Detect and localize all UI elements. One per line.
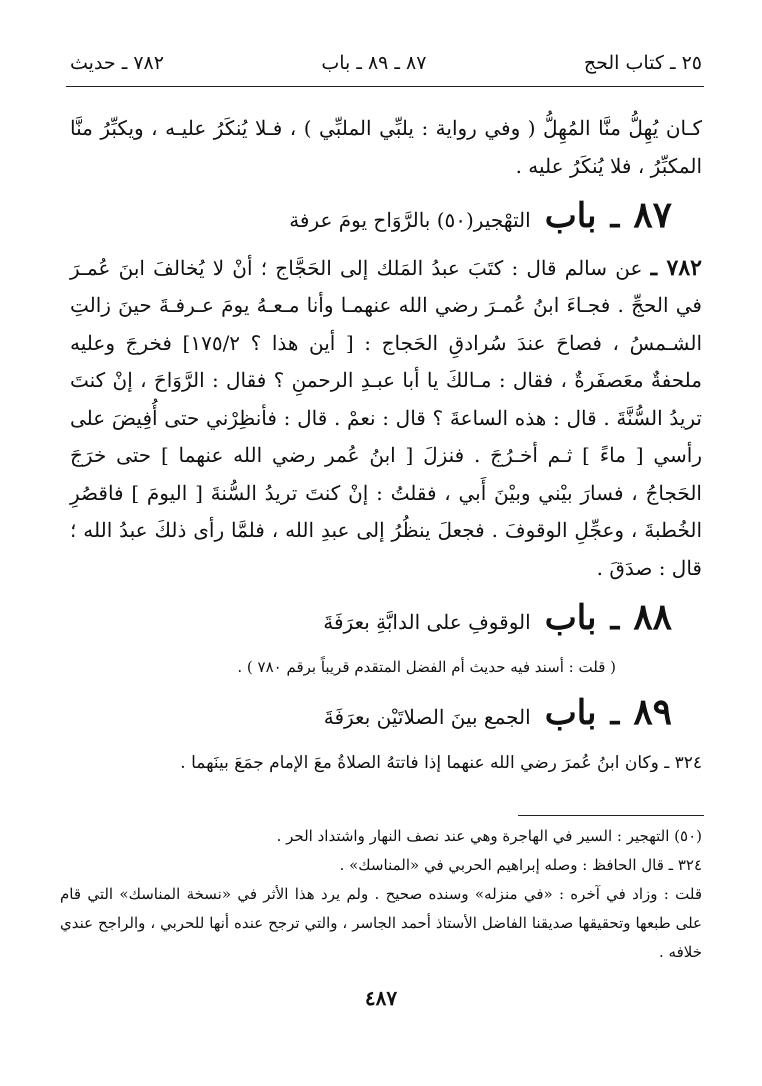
- chapter-word: باب: [544, 692, 597, 733]
- chapter-word: باب: [544, 196, 597, 236]
- chapter-number: ٨٨: [633, 596, 672, 638]
- footnote-50: (٥٠) التهجير : السير في الهاجرة وهي عند نصف النهار واشتداد الحر .: [276, 827, 702, 845]
- chapter-number: ٨٧: [633, 194, 672, 236]
- chapter-dash: ـ: [610, 696, 620, 732]
- chapter-dash: ـ: [610, 200, 620, 235]
- footnote-324-comment: قلت : وزاد في آخره : «في منزله» وسنده صحيح . ولم يرد هذا الأثر في «نسخة المناسك» التي قام على طبعها وتحقيقها صديقنا الفاضل الأستاذ أحمد الجاسر ، والتي ترجح عنده أنها للحربي ، والراجح عندي خلافه .: [60, 885, 702, 961]
- header-hadith-range: ٧٨٢ ـ حديث: [70, 52, 164, 74]
- hadith-text: عن سالم قال : كتَبَ عبدُ المَلك إلى الحَجَّاج ؛ أنْ لا يُخالفَ ابنَ عُمـرَ في الحجِّ . فجـاءَ ابنُ عُمـرَ رضي الله عنهمـا وأنا مـعـهُ يومَ عـرفـةَ حينَ زالتِ الشـمسُ ، فصاحَ عندَ سُرادقِ الحَجاج : [ أين هذا ؟ ١٧٥/٢] فخرجَ وعليه ملحفةٌ معَصفَرةٌ ، فقال : مـالكَ يا أبا عبـدِ الرحمنِ ؟ فقال : الرَّوَاحَ ، إنْ كنتَ تريدُ السُّنَّةَ . قال : هذه الساعةَ ؟ قال : نعمْ . قال : فأنظِرْني حتى أُفِيضَ على رأسي [ ماءً ] ثـم أخـرُجَ . فنزلَ [ ابنُ عُمر رضي الله عنهما ] حتى خرَجَ الحَجاجُ ، فسارَ بيْني وبيْنَ أَبي ، فقلتُ : إنْ كنتَ تريدُ السُّنةَ [ اليومَ ] فاقصُرِ الخُطبةَ ، وعجِّلِ الوقوفَ . فجعلَ ينظُرُ إلى عبدِ الله ، فلمَّا رأى ذلكَ عبدُ الله ؛ قال : صدَقَ .: [70, 255, 702, 580]
- header-book-title: ٢٥ ـ كتاب الحج: [583, 52, 702, 74]
- chapter-title: الجمع بينَ الصلاتَيْن بعرَفَةَ: [323, 704, 531, 729]
- hadith-number: ٧٨٢ ـ: [650, 254, 702, 281]
- athar-324: ٣٢٤ ـ وكان ابنُ عُمرَ رضي الله عنهما إذا فاتتهُ الصلاةُ معَ الإمام جمَعَ بينَهما .: [180, 753, 702, 773]
- main-text: [70, 110, 702, 780]
- chapter-title: التهْجير(٥٠) بالرَّوَاح يومَ عرفة: [289, 208, 531, 232]
- page-number: ٤٨٧: [364, 986, 398, 1010]
- chapter-89-heading: [70, 690, 702, 737]
- hadith-782: [70, 250, 702, 588]
- chapter-title: الوقوفِ على الدابَّةِ بعرَفَةَ: [323, 610, 531, 634]
- chapter-number: ٨٩: [633, 690, 672, 733]
- chapter-dash: ـ: [610, 602, 620, 637]
- header-rule: [66, 86, 704, 87]
- footnotes: [60, 822, 702, 967]
- footnote-rule: [518, 815, 704, 816]
- header-chapters: ٨٧ ـ ٨٩ ـ باب: [321, 52, 427, 74]
- editor-note-88: ( قلت : أسند فيه حديث أم الفضل المتقدم قريباً برقم ٧٨٠ ) .: [237, 657, 616, 676]
- footnote-324: ٣٢٤ ـ قال الحافظ : وصله إبراهيم الحربي في «المناسك» .: [339, 856, 702, 874]
- intro-paragraph: كـان يُهِلُّ منَّا المُهِلُّ ( وفي رواية : يلبِّي الملبِّي ) ، فـلا يُنكَرُ عليـه ، ويكبِّرُ منَّا المكبِّرُ ، فلا يُنكَرُ عليه .: [70, 116, 702, 178]
- running-header: [70, 52, 702, 74]
- chapter-word: باب: [544, 598, 597, 638]
- chapter-88-heading: [70, 596, 702, 642]
- chapter-87-heading: [70, 194, 702, 240]
